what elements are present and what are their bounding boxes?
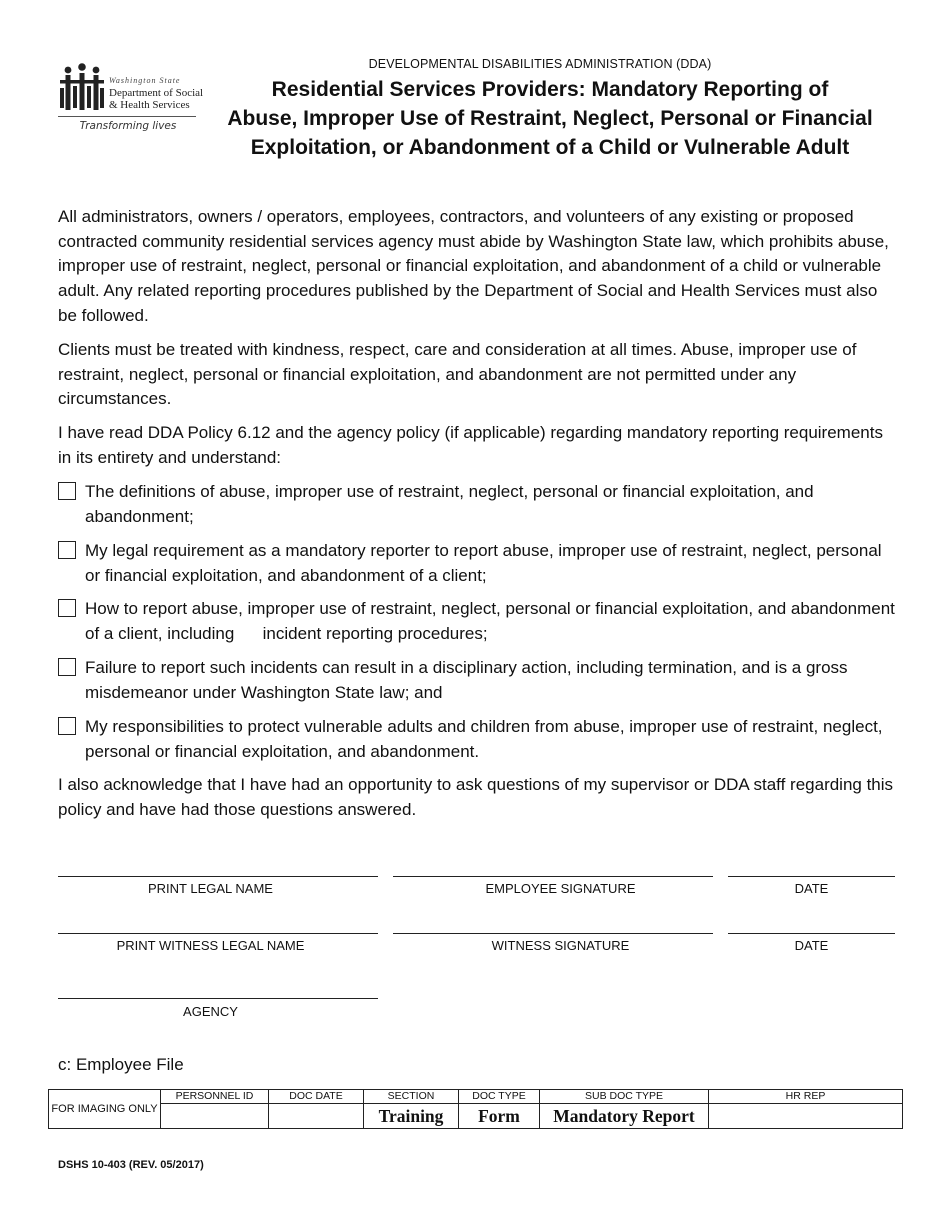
- hr-rep-value[interactable]: [709, 1104, 903, 1129]
- page-title: [200, 75, 900, 162]
- date-input-1[interactable]: [728, 854, 895, 876]
- form-number: DSHS 10-403 (REV. 05/2017): [58, 1159, 204, 1171]
- signature-line: [393, 933, 713, 934]
- people-figures-icon: [58, 62, 106, 114]
- checklist-text: Failure to report such incidents can result in a disciplinary action, including termination, and is a gross misdemeanor under Washington State law; and: [85, 658, 848, 702]
- header-doc-type: DOC TYPE: [459, 1090, 540, 1104]
- signature-line: [393, 876, 713, 877]
- signature-line: [58, 998, 378, 999]
- dshs-logo: [58, 62, 204, 140]
- header-section: SECTION: [364, 1090, 459, 1104]
- date-input-2[interactable]: [728, 911, 895, 933]
- imaging-table: [48, 1089, 903, 1129]
- checkbox-failure-to-report[interactable]: [58, 658, 76, 676]
- intro-paragraph: All administrators, owners / operators, employees, contractors, and volunteers of any existing or proposed contracted community residential services agency must abide by Washington State law, which prohibits abuse, improper use of restraint, neglect, personal or financial exploitation, and abandonment of a child or vulnerable adult. Any related reporting procedures published by the Department of Social and Health Services must also be followed.: [58, 207, 889, 325]
- treatment-paragraph: Clients must be treated with kindness, respect, care and consideration at all times. Abuse, improper use of restraint, neglect, personal or financial exploitation, and abandonment are not permitted under any circumstances.: [58, 340, 857, 409]
- agency-name: DEVELOPMENTAL DISABILITIES ADMINISTRATION (DDA): [368, 57, 712, 71]
- policy-paragraph: I have read DDA Policy 6.12 and the agency policy (if applicable) regarding mandatory reporting requirements in its entirety and understand:: [58, 423, 883, 467]
- employee-signature-label: EMPLOYEE SIGNATURE: [485, 881, 636, 896]
- witness-signature-label: WITNESS SIGNATURE: [491, 938, 630, 953]
- logo-dept-line1: Department of Social: [109, 87, 204, 99]
- agency-input[interactable]: [58, 976, 378, 998]
- header-hr-rep: HR REP: [709, 1090, 903, 1104]
- logo-dept-line2: & Health Services: [109, 99, 190, 111]
- agency-label: AGENCY: [183, 1004, 238, 1019]
- checklist-text: The definitions of abuse, improper use of restraint, neglect, personal or financial exploitation, and abandonment;: [85, 482, 814, 526]
- checkbox-how-to-report[interactable]: [58, 599, 76, 617]
- date-label-1: DATE: [794, 881, 829, 896]
- checkbox-definitions[interactable]: [58, 482, 76, 500]
- checkbox-legal-requirement[interactable]: [58, 541, 76, 559]
- header-sub-doc-type: SUB DOC TYPE: [540, 1090, 709, 1104]
- logo-divider: [58, 116, 196, 117]
- doc-date-value[interactable]: [269, 1104, 364, 1129]
- header-personnel-id: PERSONNEL ID: [161, 1090, 269, 1104]
- acknowledgement-paragraph: I also acknowledge that I have had an opportunity to ask questions of my supervisor or DDA staff regarding this policy and have had those questions answered.: [58, 775, 894, 819]
- print-legal-name-label: PRINT LEGAL NAME: [148, 881, 273, 896]
- title-line-3: Exploitation, or Abandonment of a Child or Vulnerable Adult: [250, 136, 850, 159]
- signature-line: [728, 933, 895, 934]
- doc-type-value: Form: [459, 1104, 540, 1129]
- checklist-text: How to report abuse, improper use of restraint, neglect, personal or financial exploitation, and abandonment of a client, including incident reporting procedures;: [85, 599, 900, 643]
- personnel-id-value[interactable]: [161, 1104, 269, 1129]
- signature-line: [728, 876, 895, 877]
- for-imaging-only-cell: FOR IMAGING ONLY: [49, 1090, 161, 1129]
- checklist-text: My responsibilities to protect vulnerable adults and children from abuse, improper use of restraint, neglect, personal or financial exploitation, and abandonment.: [85, 717, 883, 761]
- witness-signature-input[interactable]: [393, 911, 713, 933]
- sub-doc-type-value: Mandatory Report: [540, 1104, 709, 1129]
- print-witness-name-label: PRINT WITNESS LEGAL NAME: [116, 938, 305, 953]
- logo-state: Washington State: [109, 76, 181, 85]
- checkbox-responsibilities[interactable]: [58, 717, 76, 735]
- date-label-2: DATE: [794, 938, 829, 953]
- header-doc-date: DOC DATE: [269, 1090, 364, 1104]
- logo-tagline: Transforming lives: [79, 120, 177, 132]
- print-witness-name-input[interactable]: [58, 911, 378, 933]
- cc-employee-file: c: Employee File: [58, 1055, 184, 1074]
- checklist-text: My legal requirement as a mandatory reporter to report abuse, improper use of restraint, neglect, personal or financial exploitation, and abandonment of a client;: [85, 541, 882, 585]
- print-legal-name-input[interactable]: [58, 854, 378, 876]
- signature-line: [58, 876, 378, 877]
- employee-signature-input[interactable]: [393, 854, 713, 876]
- title-line-2: Abuse, Improper Use of Restraint, Neglect, Personal or Financial: [227, 107, 873, 130]
- signature-line: [58, 933, 378, 934]
- section-value: Training: [364, 1104, 459, 1129]
- title-line-1: Residential Services Providers: Mandatory Reporting of: [271, 78, 829, 101]
